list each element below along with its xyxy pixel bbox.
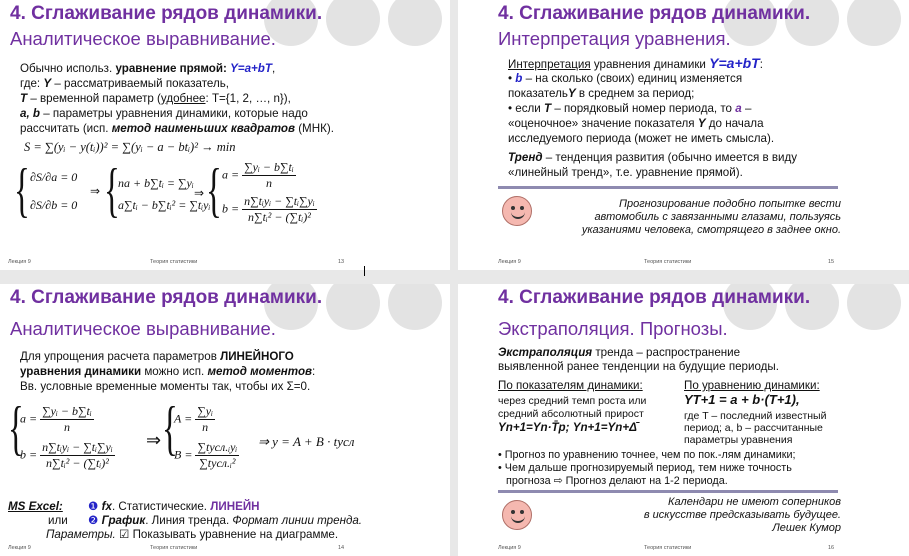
text-line: Обычно использ. уравнение прямой: Y=a+bT, xyxy=(20,62,276,75)
text-line: выявленной ранее тенденции на будущие периоды. xyxy=(498,360,779,373)
normal-eq-1: na + b∑tᵢ = ∑yᵢ xyxy=(118,176,194,190)
slide-subtitle: Аналитическое выравнивание. xyxy=(10,28,276,49)
brace: { xyxy=(206,157,222,223)
page-number: 13 xyxy=(338,259,345,265)
slide-subtitle: Аналитическое выравнивание. xyxy=(10,318,276,339)
text-line: a, b – параметры уравнения динамики, которые надо xyxy=(20,107,308,120)
footer-course: Теория статистики xyxy=(150,259,198,265)
slide-15 xyxy=(458,0,909,270)
slide-title: 4. Сглаживание рядов динамики. xyxy=(498,287,811,308)
formula-indicators: Yn+1=Yn·T̄р; Yn+1=Yn+Δ̄ xyxy=(498,421,637,434)
left-heading: По показателям динамики: xyxy=(498,379,643,392)
bullet: • Чем дальше прогнозируемый период, тем ниже точность xyxy=(498,462,792,474)
footer-lecture: Лекция 9 xyxy=(498,259,521,265)
text-line: «линейный тренд», т.е. уравнение прямой). xyxy=(508,166,743,179)
text-line: где T – последний известный xyxy=(684,410,827,422)
brace: { xyxy=(8,395,24,461)
smiley-icon xyxy=(502,500,532,530)
slide-title: 4. Сглаживание рядов динамики. xyxy=(10,287,323,308)
text-line: средний абсолютный прирост xyxy=(498,408,644,420)
text-line: Вв. условные временные моменты так, чтобы их Σ=0. xyxy=(20,380,311,393)
text-line: через средний темп роста или xyxy=(498,395,647,407)
text-cursor xyxy=(364,266,365,276)
slide-14 xyxy=(0,284,450,556)
implies-arrow: ⇒ xyxy=(90,184,101,198)
brace: { xyxy=(14,157,30,223)
formula-b: b = $\frac{\text{n∑tᵢyᵢ − ∑tᵢ∑yᵢ}}{\text{n∑tᵢ² − (∑tᵢ)²}}$ xyxy=(20,440,113,470)
text-line: T – временной параметр (удобнее: T={1, 2, …, n}), xyxy=(20,92,291,105)
formula-A: A = $\frac{\text{∑yᵢ}}{n}$ xyxy=(174,404,213,434)
excel-line-1: MS Excel: ❶ fx. Статистические. ЛИНЕЙН xyxy=(8,500,260,513)
formula-b: b = $\frac{\text{n∑tᵢyᵢ − ∑tᵢ∑yᵢ}}{\text{n∑tᵢ² − (∑tᵢ)²}}$ xyxy=(222,194,315,224)
text-line: рассчитать (исп. метод наименьших квадратов (МНК). xyxy=(20,122,334,135)
slide-13 xyxy=(0,0,450,270)
formula-result: ⇒ y = A + B · tусл xyxy=(258,434,355,449)
divider xyxy=(498,490,838,493)
quote: Календари не имеют соперников в искусстве предсказывать будущее. Лешек Кумор xyxy=(643,496,841,534)
text-line: Тренд – тенденция развития (обычно имеется в виду xyxy=(508,151,798,164)
text-line: «оценочное» значение показателя Y до начала xyxy=(508,117,764,130)
excel-line-2: или ❷ График. Линия тренда. Формат линии тренда. xyxy=(48,514,363,527)
page-number: 15 xyxy=(828,259,835,265)
divider xyxy=(498,186,838,189)
text-line: показательY в среднем за период; xyxy=(508,87,695,100)
footer-course: Теория статистики xyxy=(644,545,692,551)
slide-16 xyxy=(458,284,909,556)
slide-subtitle: Экстраполяция. Прогнозы. xyxy=(498,318,728,339)
footer-lecture: Лекция 9 xyxy=(498,545,521,551)
partial-b: ∂S/∂b = 0 xyxy=(30,198,78,212)
slide-title: 4. Сглаживание рядов динамики. xyxy=(498,3,811,24)
slide-subtitle: Интерпретация уравнения. xyxy=(498,28,731,49)
text-line: где: Y – рассматриваемый показатель, xyxy=(20,77,229,90)
text-line: • если T – порядковый номер периода, то a – xyxy=(508,102,752,115)
bullet: • Прогноз по уравнению точнее, чем по пок.-лям динамики; xyxy=(498,449,796,461)
text-line: Интерпретация уравнения динамики Y=a+bT: xyxy=(508,55,763,71)
partial-a: ∂S/∂a = 0 xyxy=(30,170,78,184)
slide-title: 4. Сглаживание рядов динамики. xyxy=(10,3,323,24)
page-number: 14 xyxy=(338,545,345,551)
formula-least-squares: S = ∑(yᵢ − y(tᵢ))² = ∑(yᵢ − a − btᵢ)² → min xyxy=(24,140,236,154)
brace: { xyxy=(162,395,178,461)
text-line: Для упрощения расчета параметров ЛИНЕЙНОГО xyxy=(20,350,294,363)
formula-forecast: YT+1 = a + b·(T+1), xyxy=(684,392,800,407)
text-line: параметры уравнения xyxy=(684,434,793,446)
bullet: прогноза ⇨ Прогноз делают на 1-2 периода. xyxy=(506,475,728,487)
text-line: • b – на сколько (своих) единиц изменяется xyxy=(508,72,743,85)
footer-course: Теория статистики xyxy=(150,545,198,551)
formula-B: B = $\frac{\text{∑tусл.ᵢyᵢ}}{\text{∑tусл.ᵢ²}}$ xyxy=(174,440,238,470)
implies-arrow: ⇒ xyxy=(146,430,162,450)
footer-lecture: Лекция 9 xyxy=(8,259,31,265)
text-line: исследуемого периода (может не иметь смысла). xyxy=(508,132,775,145)
brace: { xyxy=(104,157,120,223)
normal-eq-2: a∑tᵢ − b∑tᵢ² = ∑tᵢyᵢ xyxy=(118,198,211,212)
footer-lecture: Лекция 9 xyxy=(8,545,31,551)
formula-a: a = $\frac{\text{∑yᵢ − b∑tᵢ}}{n}$ xyxy=(20,404,92,434)
text-line: период; a, b – рассчитанные xyxy=(684,422,823,434)
text-line: уравнения динамики можно исп. метод моментов: xyxy=(20,365,316,378)
right-heading: По уравнению динамики: xyxy=(684,379,820,392)
page-number: 16 xyxy=(828,545,835,551)
implies-arrow: ⇒ xyxy=(194,186,205,200)
text-line: Экстраполяция тренда – распространение xyxy=(498,346,741,359)
excel-line-3: Параметры. ☑ Показывать уравнение на диаграмме. xyxy=(46,528,339,541)
quote: Прогнозирование подобно попытке вести автомобиль с завязанными глазами, пользуясь указаниями человека, смотрящего в заднее окно. xyxy=(581,198,841,236)
smiley-icon xyxy=(502,196,532,226)
formula-a: a = $\frac{\text{∑yᵢ − b∑tᵢ}}{n}$ xyxy=(222,160,294,190)
footer-course: Теория статистики xyxy=(644,259,692,265)
